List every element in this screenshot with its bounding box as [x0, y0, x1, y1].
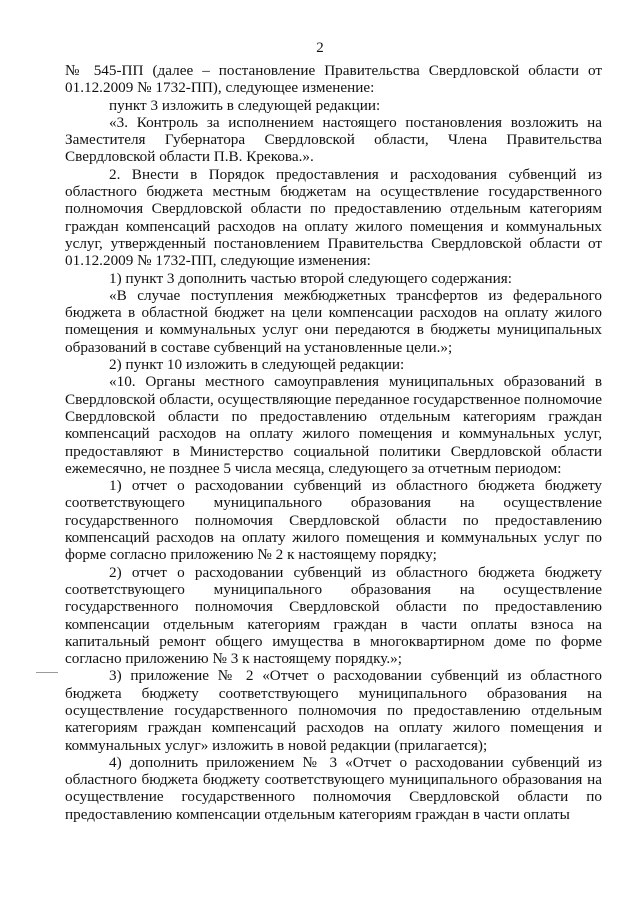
paragraph: «10. Органы местного самоуправления муниципальных образований в Свердловской области, осуществляющие переданное государственное полномочие Свердловской области по предоставлению отдельным категориям граждан компенсаций расходов на оплату жилого помещения и коммунальных услуг, предоставляют в Министерство социальной политики Свердловской области ежемесячно, не позднее 5 числа месяца, следующего за отчетным периодом:	[65, 373, 602, 477]
paragraph: «В случае поступления межбюджетных трансфертов из федерального бюджета в областной бюджет на цели компенсации расходов на оплату жилого помещения и коммунальных услуг они передаются в бюджеты муниципальных образований в составе субвенций на установленные цели.»;	[65, 286, 602, 356]
paragraph: «3. Контроль за исполнением настоящего постановления возложить на Заместителя Губернатора Свердловской области, Члена Правительства Свердловской области П.В. Крекова.».	[65, 113, 602, 166]
paragraph: 1) отчет о расходовании субвенций из областного бюджета бюджету соответствующего муниципального образования на осуществление государственного полномочия Свердловской области по предоставлению компенсаций расходов на оплату жилого помещения и коммунальных услуг по форме согласно приложению № 2 к настоящему порядку;	[65, 477, 602, 564]
paragraph: пункт 3 изложить в следующей редакции:	[109, 96, 381, 114]
paragraph: 4) дополнить приложением № 3 «Отчет о расходовании субвенций из областного бюджета бюджету соответствующего муниципального образования на осуществление государственного полномочия Свердловской области по предоставлению компенсации отдельным категориям граждан в части оплаты	[65, 753, 602, 823]
paragraph: 2) отчет о расходовании субвенций из областного бюджета бюджету соответствующего муниципального образования на осуществление государственного полномочия Свердловской области по предоставлению компенсации отдельным категориям граждан в части оплаты взноса на капитальный ремонт общего имущества в многоквартирном доме по форме согласно приложению № 3 к настоящему порядку.»;	[65, 563, 602, 668]
paragraph: 1) пункт 3 дополнить частью второй следующего содержания:	[109, 269, 512, 287]
page-number: 2	[316, 40, 324, 56]
paragraph: 2. Внести в Порядок предоставления и расходования субвенций из областного бюджета местным бюджетам на осуществление государственного полномочия Свердловской области по предоставлению отдельным категориям граждан компенсаций расходов на оплату жилого помещения и коммунальных услуг, утвержденный постановлением Правительства Свердловской области от 01.12.2009 № 1732-ПП, следующие изменения:	[65, 165, 602, 270]
paragraph: 3) приложение № 2 «Отчет о расходовании субвенций из областного бюджета бюджету соответствующего муниципального образования на осуществление государственного полномочия по предоставлению отдельным категориям граждан компенсаций расходов на оплату жилого помещения и коммунальных услуг» изложить в новой редакции (прилагается);	[65, 667, 602, 754]
paragraph: 2) пункт 10 изложить в следующей редакции:	[109, 356, 405, 374]
scan-artifact-line	[36, 672, 58, 673]
paragraph: № 545-ПП (далее – постановление Правительства Свердловской области от 01.12.2009 № 1732-ПП), следующее изменение:	[65, 62, 602, 97]
document-body	[65, 62, 602, 823]
